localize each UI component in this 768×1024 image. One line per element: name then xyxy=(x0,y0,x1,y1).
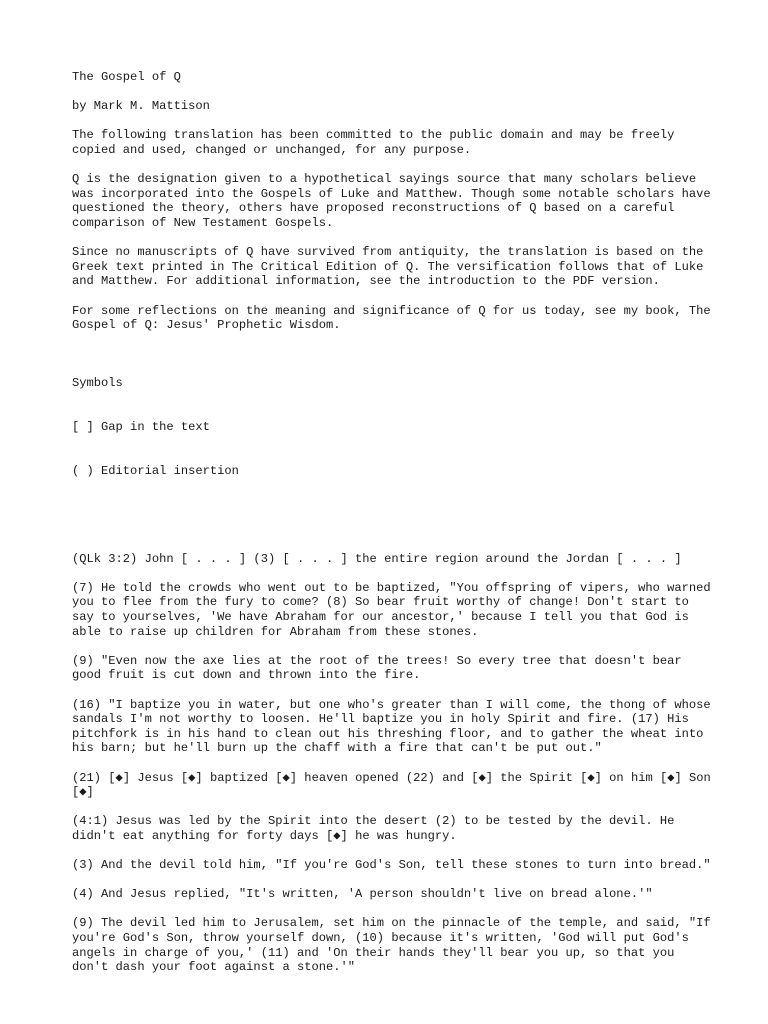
intro-paragraph: Q is the designation given to a hypothetical sayings source that many scholars believe was incorporated into the Gospels of Luke and Matthew. Though some notable scholars have questioned the theory, others have proposed reconstructions of Q based on a careful comparison of New Testament Gospels. xyxy=(72,172,718,230)
basis-paragraph: Since no manuscripts of Q have survived from antiquity, the translation is based on the Greek text printed in The Critical Edition of Q. The versification follows that of Luke and Matthew. For additional information, see the introduction to the PDF version. xyxy=(72,245,711,289)
symbol-gap: [ ] Gap in the text xyxy=(72,420,210,435)
document-title: The Gospel of Q xyxy=(72,70,181,84)
verse-paragraph: (7) He told the crowds who went out to be baptized, "You offspring of vipers, who warned you to flee from the fury to come? (8) So bear fruit worthy of change! Don't start to say to yourselves, 'We have Abraham for our ancestor,' because I tell you that God is able to raise up children for Abraham from these stones. xyxy=(72,580,718,639)
verse-paragraph: (9) "Even now the axe lies at the root of the trees! So every tree that doesn't bear good fruit is cut down and thrown into the fire. xyxy=(72,653,689,683)
symbols-legend xyxy=(72,347,712,508)
verse-paragraph: (4:1) Jesus was led by the Spirit into the desert (2) to be tested by the devil. He didn't eat anything for forty days [◆] he was hungry. xyxy=(72,814,682,843)
symbols-heading: Symbols xyxy=(72,376,123,391)
verse-paragraph: (16) "I baptize you in water, but one who's greater than I will come, the thong of whose sandals I'm not worthy to loosen. He'll baptize you in holy Spirit and fire. (17) His pitchfork is in his hand to clean out his threshing floor, and to gather the wheat into his barn; but he'll burn up the chaff with a fire that can't be put out." xyxy=(72,697,718,756)
reflections-paragraph: For some reflections on the meaning and significance of Q for us today, see my book, The Gospel of Q: Jesus' Prophetic Wisdom. xyxy=(72,303,718,333)
verse-paragraph: (21) [◆] Jesus [◆] baptized [◆] heaven opened (22) and [◆] the Spirit [◆] on him [◆] Son [◆] xyxy=(72,770,719,800)
verse-paragraph: (3) And the devil told him, "If you're God's Son, tell these stones to turn into bread." xyxy=(72,858,711,873)
document-byline: by Mark M. Mattison xyxy=(72,99,210,114)
document-body xyxy=(72,70,719,989)
verse-paragraph: (4) And Jesus replied, "It's written, 'A person shouldn't live on bread alone.'" xyxy=(72,887,653,902)
symbol-insertion: ( ) Editorial insertion xyxy=(72,464,239,479)
verse-paragraph: (9) The devil led him to Jerusalem, set him on the pinnacle of the temple, and said, "If you're God's Son, throw yourself down, (10) because it's written, 'God will put God's angels in charge of you,' (11) and 'On their hands they'll bear you up, so that you don't dash your foot against a stone.'" xyxy=(72,916,718,975)
section-spacer xyxy=(72,522,712,551)
verse-paragraph: (QLk 3:2) John [ . . . ] (3) [ . . . ] the entire region around the Jordan [ . . . ] xyxy=(72,551,682,566)
license-paragraph: The following translation has been committed to the public domain and may be freely copied and used, changed or unchanged, for any purpose. xyxy=(72,128,682,157)
